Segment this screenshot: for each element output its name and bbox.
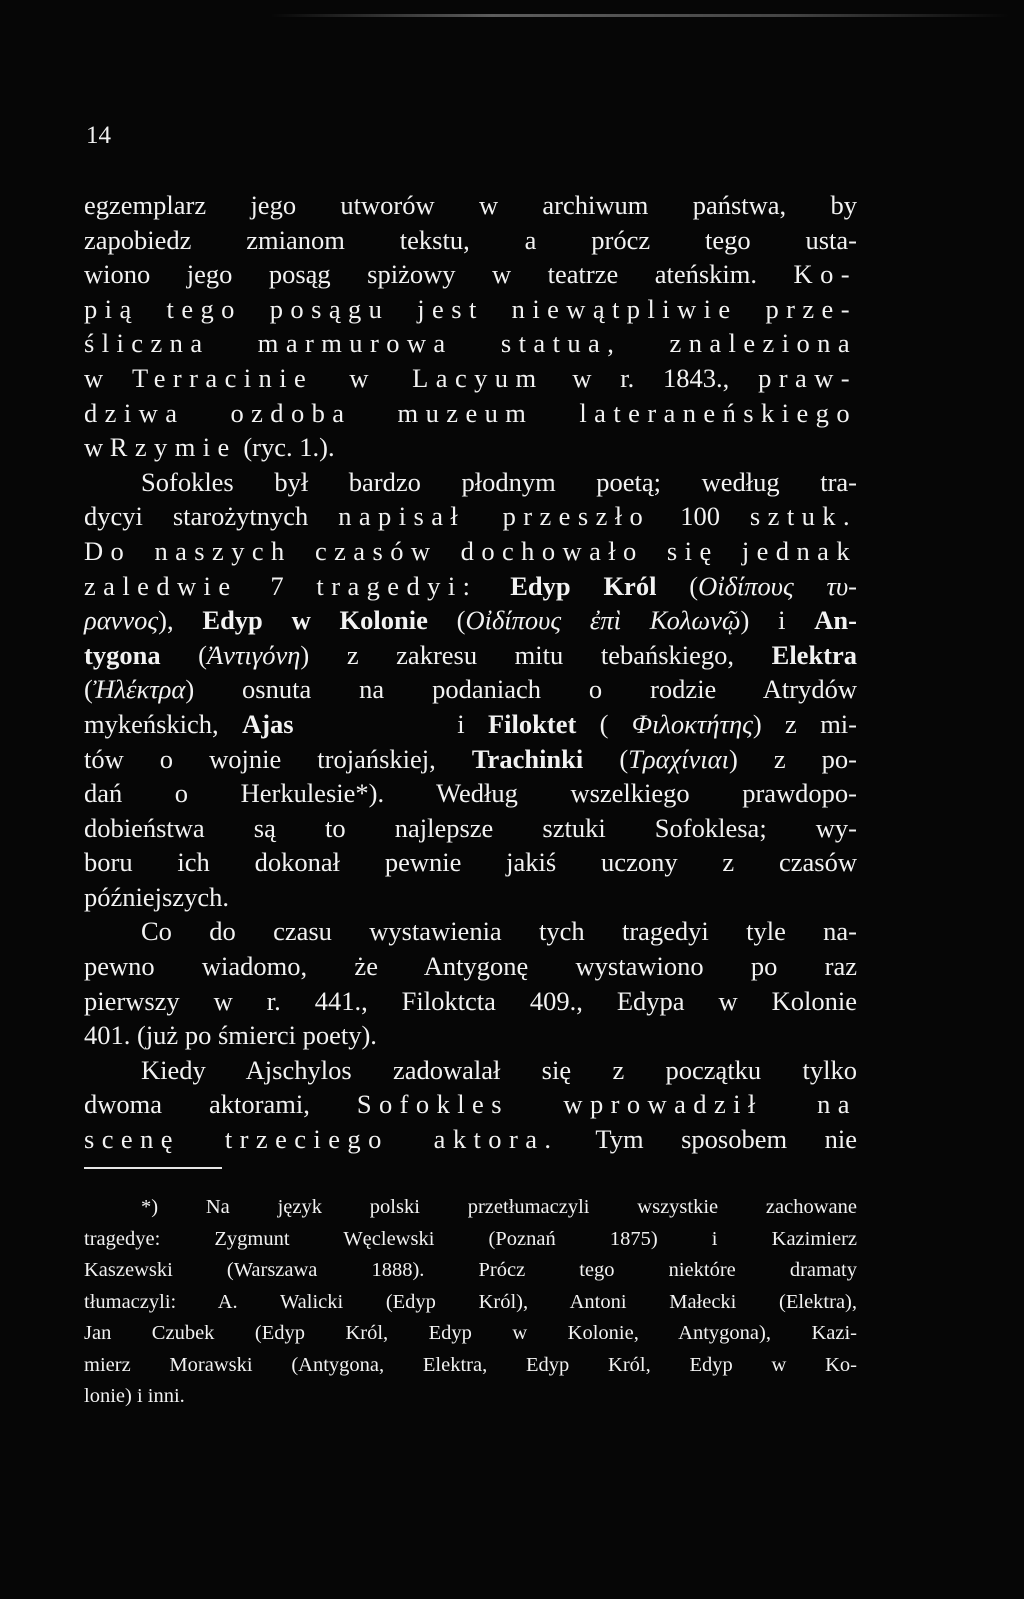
footnote-line: *) Na język polski przetłumaczyli wszystkie zachowane [141, 1196, 857, 1218]
text-line: zaledwie 7 tragedyi: Edyp Król (Οἰδίπους τυ- [84, 570, 858, 601]
text-line: dycyi starożytnych napisał przeszło 100 sztuk. [84, 501, 857, 532]
text-line: Co do czasu wystawienia tych tragedyi tyle na- [141, 916, 857, 947]
text-line: dań o Herkulesie*). Według wszelkiego prawdopo- [84, 778, 857, 809]
text-line: tów o wojnie trojańskiej, Trachinki (Τραχίνιαι) z po- [84, 743, 857, 774]
text-line: ραννος), Edyp w Kolonie (Οἰδίπους ἐπὶ Κολωνῷ) i An- [84, 605, 857, 636]
text-line: boru ich dokonał pewnie jakiś uczony z czasów [84, 847, 857, 878]
text-line: późniejszych. [84, 881, 229, 912]
footnote-line: lonie) i inni. [84, 1385, 185, 1407]
text-line: dobieństwa są to najlepsze sztuki Sofoklesa; wy- [84, 812, 857, 843]
text-line: mykeńskich, Ajas i Filoktet ( Φιλοκτήτης) z mi- [84, 708, 857, 739]
text-line: zapobiedz zmianom tekstu, a prócz tego usta- [84, 224, 857, 255]
text-line: Kiedy Ajschylos zadowalał się z początku tylko [141, 1054, 857, 1085]
main-text [84, 188, 857, 1157]
text-line: dziwa ozdoba muzeum lateraneńskiego [84, 397, 857, 428]
footnote-separator [84, 1167, 222, 1169]
text-line: pierwszy w r. 441., Filoktcta 409., Edypa w Kolonie [84, 985, 857, 1016]
text-line: tygona (Ἀντιγόνη) z zakresu mitu tebańskiego, Elektra [84, 639, 858, 670]
text-line: śliczna marmurowa statua, znaleziona [84, 328, 857, 359]
text-line: egzemplarz jego utworów w archiwum państwa, by [84, 190, 857, 220]
text-line: dwoma aktorami, Sofokles wprowadził na [84, 1089, 857, 1120]
footnote [84, 1192, 857, 1413]
text-line: w Rzymie (ryc. 1.). [84, 432, 335, 463]
page-number: 14 [86, 122, 111, 149]
text-line: Sofokles był bardzo płodnym poetą; według tra- [141, 466, 857, 497]
text-line: scenę trzeciego aktora. Tym sposobem nie [84, 1124, 857, 1155]
text-line: pią tego posągu jest niewątpliwie prze- [84, 293, 857, 324]
footnote-line: Kaszewski (Warszawa 1888). Prócz tego niektóre dramaty [84, 1259, 857, 1281]
footnote-line: tłumaczyli: A. Walicki (Edyp Król), Antoni Małecki (Elektra), [84, 1290, 857, 1313]
footnote-line: tragedye: Zygmunt Węclewski (Poznań 1875) i Kazimierz [84, 1227, 857, 1250]
footnote-line: mierz Morawski (Antygona, Elektra, Edyp Król, Edyp w Ko- [84, 1353, 857, 1376]
scan-edge-line [270, 14, 1010, 17]
footnote-line: Jan Czubek (Edyp Król, Edyp w Kolonie, Antygona), Kazi- [84, 1322, 857, 1344]
text-line: w Terracinie w Lacyum w r. 1843., praw- [84, 362, 858, 393]
text-line: Do naszych czasów dochowało się jednak [84, 535, 857, 566]
text-line: pewno wiadomo, że Antygonę wystawiono po raz [84, 951, 857, 982]
text-line: 401. (już po śmierci poety). [84, 1020, 377, 1051]
text-line: (Ἠλέκτρα) osnuta na podaniach o rodzie Atrydów [84, 674, 857, 705]
text-line: wiono jego posąg spiżowy w teatrze ateńskim. Ko- [84, 259, 857, 290]
